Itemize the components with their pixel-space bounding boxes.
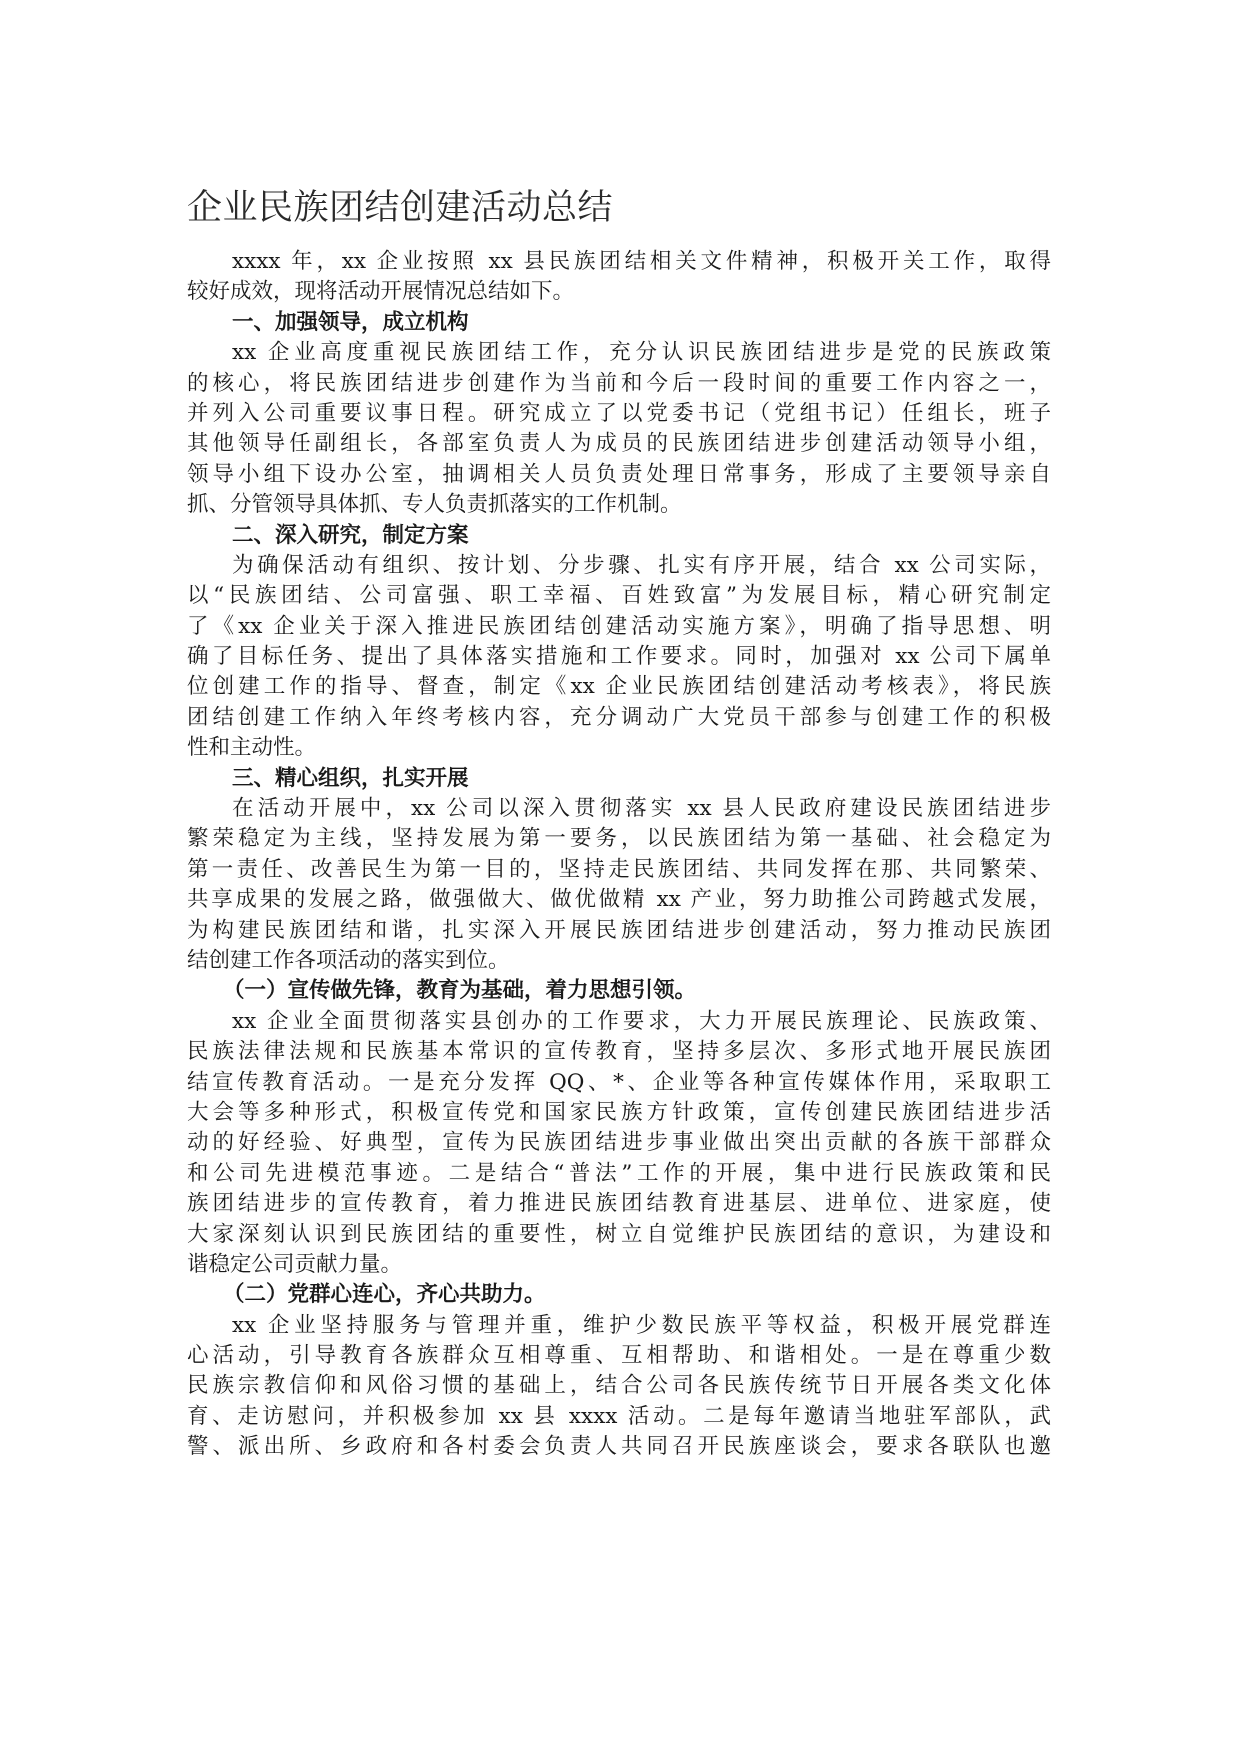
paragraph-line: 心活动，引导教育各族群众互相尊重、互相帮助、和谐相处。一是在尊重少数 (187, 1343, 1051, 1369)
paragraph-line: 族团结进步的宣传教育，着力推进民族团结教育进基层、进单位、进家庭，使 (187, 1191, 1051, 1217)
paragraph-line: xx 企业全面贯彻落实县创办的工作要求，大力开展民族理论、民族政策、 (232, 1008, 1051, 1034)
section-heading (187, 521, 1051, 551)
paragraph-line: 为构建民族团结和谐，扎实深入开展民族团结进步创建活动，努力推动民族团 (187, 917, 1051, 943)
paragraph (187, 247, 1051, 308)
paragraph-line: 确了目标任务、提出了具体落实措施和工作要求。同时，加强对 xx 公司下属单 (187, 644, 1051, 670)
paragraph-line: 团结创建工作纳入年终考核内容，充分调动广大党员干部参与创建工作的积极 (187, 704, 1051, 730)
paragraph-line: 繁荣稳定为主线，坚持发展为第一要务，以民族团结为第一基础、社会稳定为 (187, 826, 1051, 852)
paragraph-line: 其他领导任副组长，各部室负责人为成员的民族团结进步创建活动领导小组， (187, 431, 1051, 457)
heading-text: （一）宣传做先锋，教育为基础，着力思想引领。 (223, 978, 697, 1004)
paragraph-line: 大家深刻认识到民族团结的重要性，树立自觉维护民族团结的意识，为建设和 (187, 1221, 1051, 1247)
paragraph (187, 794, 1051, 976)
section-heading (187, 764, 1051, 794)
paragraph-line: 位创建工作的指导、督查，制定《xx 企业民族团结创建活动考核表》，将民族 (187, 674, 1051, 700)
paragraph-line: 在活动开展中，xx 公司以深入贯彻落实 xx 县人民政府建设民族团结进步 (232, 796, 1051, 822)
heading-text: 三、精心组织，扎实开展 (232, 765, 469, 791)
paragraph (187, 338, 1051, 520)
section-heading (187, 1280, 1051, 1310)
section-heading (187, 308, 1051, 338)
paragraph-line: 以“民族团结、公司富强、职工幸福、百姓致富”为发展目标，精心研究制定 (187, 583, 1051, 609)
paragraph-line: 结宣传教育活动。一是充分发挥 QQ、*、企业等各种宣传媒体作用，采取职工 (187, 1069, 1051, 1095)
heading-text: （二）党群心连心，齐心共助力。 (223, 1282, 546, 1308)
paragraph-line: 并列入公司重要议事日程。研究成立了以党委书记（党组书记）任组长，班子 (187, 400, 1051, 426)
paragraph-line: 民族法律法规和民族基本常识的宣传教育，坚持多层次、多形式地开展民族团 (187, 1039, 1051, 1065)
paragraph-line: 性和主动性。 (187, 735, 317, 761)
paragraph-line: 领导小组下设办公室，抽调相关人员负责处理日常事务，形成了主要领导亲自 (187, 461, 1051, 487)
heading-text: 一、加强领导，成立机构 (232, 309, 469, 335)
document-body (187, 247, 1051, 1463)
paragraph-line: 育、走访慰问，并积极参加 xx 县 xxxx 活动。二是每年邀请当地驻军部队，武 (187, 1403, 1051, 1429)
paragraph-line: 共享成果的发展之路，做强做大、做优做精 xx 产业，努力助推公司跨越式发展， (187, 887, 1051, 913)
paragraph-line: 谐稳定公司贡献力量。 (187, 1251, 403, 1277)
paragraph (187, 551, 1051, 764)
heading-text: 二、深入研究，制定方案 (232, 522, 469, 548)
paragraph-line: 大会等多种形式，积极宣传党和国家民族方针政策，宣传创建民族团结进步活 (187, 1099, 1051, 1125)
paragraph-line: xx 企业坚持服务与管理并重，维护少数民族平等权益，积极开展党群连 (232, 1312, 1051, 1338)
paragraph (187, 1007, 1051, 1281)
paragraph-line: xxxx 年，xx 企业按照 xx 县民族团结相关文件精神，积极开关工作，取得 (232, 249, 1051, 274)
paragraph-line: xx 企业高度重视民族团结工作，充分认识民族团结进步是党的民族政策 (232, 340, 1051, 366)
paragraph-line: 警、派出所、乡政府和各村委会负责人共同召开民族座谈会，要求各联队也邀 (187, 1434, 1051, 1460)
paragraph-line: 的核心，将民族团结进步创建作为当前和今后一段时间的重要工作内容之一， (187, 370, 1051, 396)
paragraph-line: 抓、分管领导具体抓、专人负责抓落实的工作机制。 (187, 492, 682, 518)
paragraph-line: 了《xx 企业关于深入推进民族团结创建活动实施方案》，明确了指导思想、明 (187, 613, 1051, 639)
section-heading (187, 976, 1051, 1006)
paragraph-line: 民族宗教信仰和风俗习惯的基础上，结合公司各民族传统节日开展各类文化体 (187, 1373, 1051, 1399)
paragraph (187, 1311, 1051, 1463)
paragraph-line: 第一责任、改善民生为第一目的，坚持走民族团结、共同发挥在那、共同繁荣、 (187, 856, 1051, 882)
paragraph-line: 和公司先进模范事迹。二是结合“普法”工作的开展，集中进行民族政策和民 (187, 1160, 1051, 1186)
paragraph-line: 动的好经验、好典型，宣传为民族团结进步事业做出突出贡献的各族干部群众 (187, 1130, 1051, 1156)
paragraph-line: 为确保活动有组织、按计划、分步骤、扎实有序开展，结合 xx 公司实际， (232, 552, 1051, 578)
paragraph-line: 结创建工作各项活动的落实到位。 (187, 947, 510, 973)
paragraph-line: 较好成效，现将活动开展情况总结如下。 (187, 279, 575, 305)
document-title: 企业民族团结创建活动总结 (187, 188, 614, 228)
